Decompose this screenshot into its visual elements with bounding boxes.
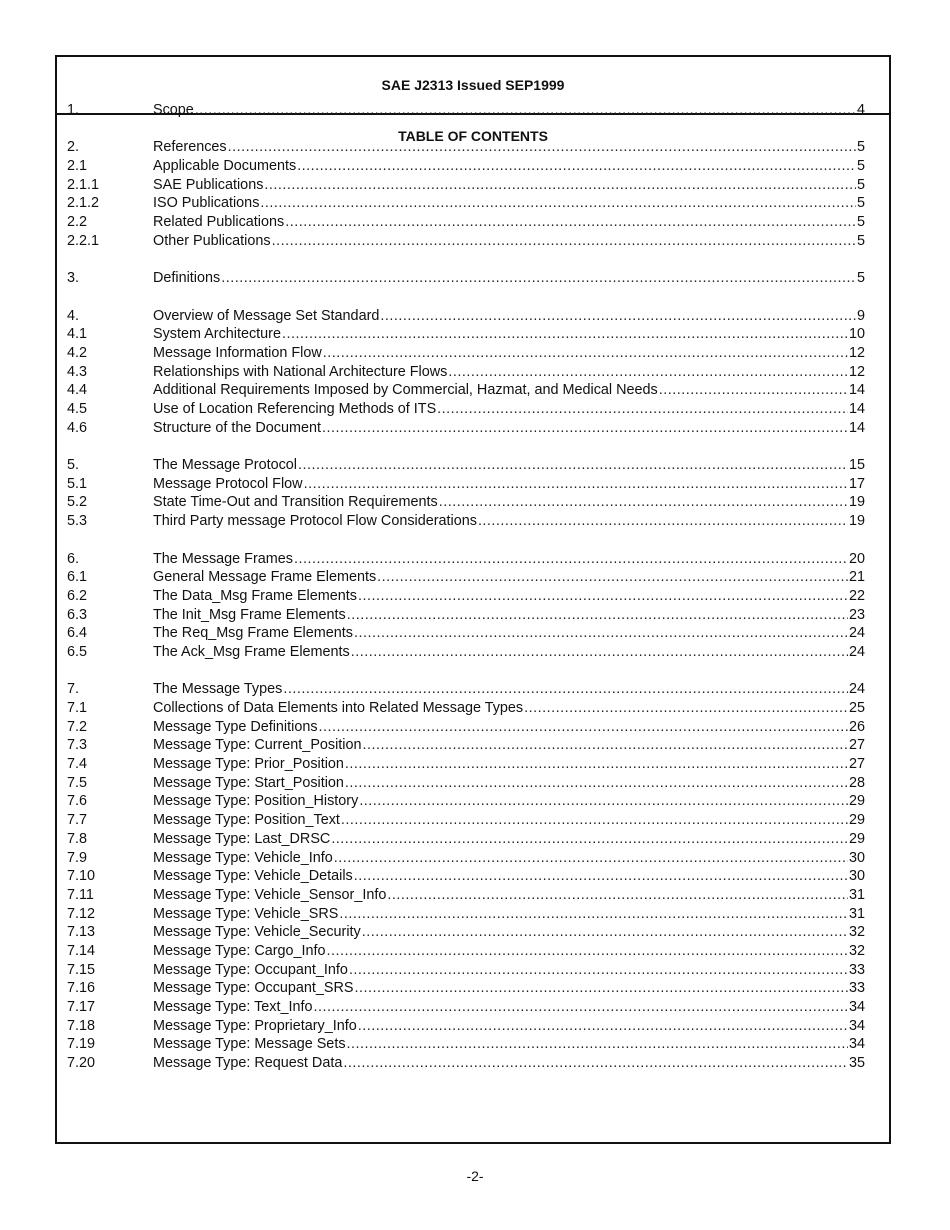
dot-leader (298, 456, 848, 475)
toc-entry[interactable] (67, 419, 865, 438)
toc-entry-title: Message Type: Current_Position (153, 737, 362, 754)
toc-entry-page: 31 (848, 886, 865, 903)
toc-entry[interactable] (67, 755, 865, 774)
dot-leader (351, 643, 848, 662)
toc-entry-number: 6.3 (67, 606, 88, 623)
toc-entry-page: 20 (848, 550, 865, 567)
toc-entry-title: The Init_Msg Frame Elements (153, 606, 346, 623)
dot-leader (387, 886, 848, 905)
toc-entry-number: 6. (67, 550, 80, 567)
toc-entry-title: Message Type: Request Data (153, 1055, 343, 1072)
toc-entry[interactable] (67, 942, 865, 961)
toc-entry-page: 31 (848, 905, 865, 922)
toc-entry-title: References (153, 139, 227, 156)
toc-entry-number: 2.1.2 (67, 195, 100, 212)
toc-entry-page: 27 (848, 756, 865, 773)
toc-entry-number: 2.2 (67, 214, 88, 231)
toc-entry-number: 6.1 (67, 569, 88, 586)
toc-entry-number: 7.4 (67, 756, 88, 773)
toc-entry-number: 6.5 (67, 643, 88, 660)
dot-leader (272, 232, 856, 251)
toc-entry-title: Message Type: Vehicle_Security (153, 924, 361, 941)
toc-entry-page: 21 (848, 569, 865, 586)
toc-entry-number: 4.4 (67, 382, 88, 399)
toc-entry-page: 32 (848, 924, 865, 941)
toc-entry-number: 7.12 (67, 905, 96, 922)
toc-entry-page: 24 (848, 643, 865, 660)
toc-section (67, 307, 865, 438)
toc-entry-title: Message Type: Start_Position (153, 774, 344, 791)
toc-entry-number: 7.9 (67, 849, 88, 866)
toc-entry[interactable] (67, 157, 865, 176)
toc-entry[interactable] (67, 905, 865, 924)
dot-leader (377, 568, 848, 587)
toc-entry[interactable] (67, 606, 865, 625)
toc-entry[interactable] (67, 512, 865, 531)
toc-entry[interactable] (67, 176, 865, 195)
dot-leader (285, 213, 856, 232)
toc-entry[interactable] (67, 101, 865, 120)
toc-entry-number: 7.6 (67, 793, 88, 810)
toc-entry-title: Message Type: Cargo_Info (153, 942, 326, 959)
toc-entry-number: 4.1 (67, 326, 88, 343)
toc-entry[interactable] (67, 1017, 865, 1036)
toc-entry-number: 7.11 (67, 886, 94, 903)
toc-entry-page: 17 (848, 475, 865, 492)
dot-leader (221, 269, 856, 288)
toc-entry-title: Message Protocol Flow (153, 475, 303, 492)
toc-entry-title: The Message Frames (153, 550, 293, 567)
dot-leader (659, 381, 848, 400)
toc-entry[interactable] (67, 269, 865, 288)
dot-leader (362, 923, 848, 942)
toc-entry-page: 14 (848, 401, 865, 417)
toc-entry-number: 7.5 (67, 774, 88, 791)
toc-entry-number: 2.1 (67, 158, 88, 175)
toc-entry-title: SAE Publications (153, 176, 264, 193)
dot-leader (297, 157, 856, 176)
toc-entry-number: 1. (67, 102, 80, 118)
toc-entry-page: 5 (856, 158, 865, 175)
toc-entry-number: 7.2 (67, 718, 88, 735)
toc-entry-title: Message Type: Occupant_SRS (153, 980, 354, 997)
dot-leader (323, 344, 848, 363)
toc-entry-title: Message Type: Occupant_Info (153, 961, 348, 978)
toc-entry[interactable] (67, 456, 865, 475)
toc-entry-page: 25 (848, 700, 865, 716)
toc-entry[interactable] (67, 680, 865, 699)
dot-leader (354, 867, 848, 886)
toc-entry-title: Message Information Flow (153, 344, 322, 361)
toc-entry-title: Message Type: Vehicle_SRS (153, 905, 339, 922)
dot-leader (327, 942, 848, 961)
toc-entry-title: General Message Frame Elements (153, 569, 377, 586)
dot-leader (331, 830, 848, 849)
dot-leader (439, 493, 848, 512)
toc-entry-page: 30 (848, 868, 865, 885)
toc-entry-number: 5.3 (67, 513, 88, 530)
dot-leader (282, 325, 848, 344)
toc-entry[interactable] (67, 194, 865, 213)
toc-entry-page: 5 (856, 176, 865, 193)
toc-entry-title: The Ack_Msg Frame Elements (153, 643, 350, 660)
toc-entry-number: 7.20 (67, 1055, 96, 1072)
toc-entry-title: Applicable Documents (153, 158, 297, 175)
toc-entry-title: The Data_Msg Frame Elements (153, 587, 357, 604)
toc-entry-number: 4.3 (67, 363, 88, 380)
toc-entry[interactable] (67, 213, 865, 232)
toc-entry-page: 24 (848, 681, 865, 698)
toc-entry-number: 6.4 (67, 625, 88, 642)
dot-leader (437, 400, 848, 419)
dot-leader (345, 774, 848, 793)
toc-entry[interactable] (67, 232, 865, 251)
toc-entry[interactable] (67, 979, 865, 998)
toc-entry-title: Relationships with National Architecture Flows (153, 363, 448, 380)
dot-leader (260, 194, 856, 213)
toc-entry[interactable] (67, 363, 865, 382)
toc-entry[interactable] (67, 830, 865, 849)
dot-leader (363, 736, 848, 755)
toc-entry-title: Use of Location Referencing Methods of ITS (153, 401, 437, 417)
toc-entry-page: 29 (848, 830, 865, 847)
toc-entry[interactable] (67, 718, 865, 737)
toc-entry-page: 32 (848, 942, 865, 959)
toc-entry-title: Message Type: Proprietary_Info (153, 1017, 357, 1034)
toc-section (67, 456, 865, 531)
dot-leader (478, 512, 848, 531)
toc-entry-number: 2.2.1 (67, 232, 100, 249)
toc-entry[interactable] (67, 475, 865, 494)
dot-leader (322, 419, 848, 438)
toc-entry[interactable] (67, 736, 865, 755)
toc-entry-page: 15 (848, 457, 865, 474)
toc-entry-number: 6.2 (67, 587, 88, 604)
toc-entry-number: 7.13 (67, 924, 96, 941)
toc-entry-page: 19 (848, 513, 865, 530)
dot-leader (355, 979, 848, 998)
toc-entry-page: 14 (848, 419, 865, 436)
toc-entry-page: 30 (848, 849, 865, 866)
toc-entry-page: 35 (848, 1055, 865, 1072)
toc-entry[interactable] (67, 568, 865, 587)
toc-entry[interactable] (67, 587, 865, 606)
dot-leader (380, 307, 856, 326)
toc-entry-page: 34 (848, 1036, 865, 1053)
toc-entry-number: 2.1.1 (67, 176, 100, 193)
table-of-contents (67, 101, 865, 1091)
toc-entry[interactable] (67, 1035, 865, 1054)
toc-section (67, 550, 865, 662)
toc-entry-page: 29 (848, 812, 865, 829)
toc-entry-title: State Time-Out and Transition Requirements (153, 494, 438, 511)
toc-entry-number: 7.10 (67, 868, 96, 885)
toc-entry-number: 7.7 (67, 812, 88, 829)
dot-leader (354, 624, 848, 643)
toc-entry[interactable] (67, 923, 865, 942)
dot-leader (345, 755, 848, 774)
toc-entry-title: Third Party message Protocol Flow Considerations (153, 513, 477, 530)
toc-entry[interactable] (67, 493, 865, 512)
toc-entry[interactable] (67, 307, 865, 326)
toc-entry-number: 5. (67, 457, 80, 474)
toc-entry[interactable] (67, 400, 865, 419)
toc-entry[interactable] (67, 792, 865, 811)
toc-entry[interactable] (67, 325, 865, 344)
toc-entry-title: Related Publications (153, 214, 285, 231)
toc-entry-page: 4 (856, 102, 865, 118)
toc-entry-page: 26 (848, 718, 865, 735)
toc-entry[interactable] (67, 344, 865, 363)
toc-entry-title: Structure of the Document (153, 419, 321, 436)
dot-leader (448, 363, 848, 382)
toc-entry-page: 28 (848, 774, 865, 791)
toc-entry-number: 7.8 (67, 830, 88, 847)
toc-entry-number: 7.14 (67, 942, 96, 959)
dot-leader (358, 587, 848, 606)
toc-entry-page: 27 (848, 737, 865, 754)
toc-entry-number: 7.3 (67, 737, 88, 754)
toc-entry-title: Message Type: Last_DRSC (153, 830, 331, 847)
dot-leader (343, 1054, 848, 1073)
dot-leader (347, 1035, 848, 1054)
toc-entry-number: 4.5 (67, 401, 88, 417)
toc-entry[interactable] (67, 811, 865, 830)
toc-entry-page: 24 (848, 625, 865, 642)
page-number: -2- (466, 1168, 484, 1184)
toc-entry[interactable] (67, 886, 865, 905)
toc-entry-page: 34 (848, 999, 865, 1015)
dot-leader (349, 961, 848, 980)
toc-entry[interactable] (67, 961, 865, 980)
toc-entry[interactable] (67, 1054, 865, 1073)
toc-entry-page: 12 (848, 344, 865, 361)
toc-entry[interactable] (67, 550, 865, 569)
dot-leader (524, 699, 848, 718)
toc-entry-number: 2. (67, 139, 80, 156)
dot-leader (347, 606, 848, 625)
toc-entry-number: 7. (67, 681, 80, 698)
toc-entry-title: Message Type: Vehicle_Details (153, 868, 353, 885)
toc-entry-page: 9 (856, 307, 865, 324)
toc-entry-number: 3. (67, 270, 80, 287)
dot-leader (264, 176, 856, 195)
toc-entry-page: 14 (848, 382, 865, 399)
toc-entry-title: Message Type: Message Sets (153, 1036, 346, 1053)
dot-leader (313, 998, 848, 1017)
toc-entry-number: 7.15 (67, 961, 96, 978)
toc-entry-title: Other Publications (153, 232, 271, 249)
toc-entry-title: ISO Publications (153, 195, 260, 212)
toc-entry[interactable] (67, 699, 865, 718)
toc-entry[interactable] (67, 138, 865, 157)
toc-entry-page: 5 (856, 195, 865, 212)
toc-entry-number: 7.19 (67, 1036, 96, 1053)
toc-entry-number: 7.16 (67, 980, 96, 997)
toc-section (67, 138, 865, 250)
document-header: SAE J2313 Issued SEP1999 (57, 57, 889, 115)
toc-entry-page: 12 (848, 363, 865, 380)
toc-entry[interactable] (67, 867, 865, 886)
toc-entry[interactable] (67, 624, 865, 643)
dot-leader (341, 811, 848, 830)
toc-entry-number: 4.6 (67, 419, 88, 436)
toc-entry-page: 34 (848, 1017, 865, 1034)
toc-entry-page: 33 (848, 980, 865, 997)
toc-entry[interactable] (67, 381, 865, 400)
toc-entry-number: 4. (67, 307, 80, 324)
toc-entry-title: Overview of Message Set Standard (153, 307, 380, 324)
toc-entry-page: 29 (848, 793, 865, 810)
toc-title: TABLE OF CONTENTS (398, 128, 548, 144)
toc-entry-title: Message Type: Text_Info (153, 999, 313, 1015)
toc-entry-page: 22 (848, 587, 865, 604)
toc-section (67, 101, 865, 120)
toc-entry-title: Message Type: Vehicle_Sensor_Info (153, 886, 387, 903)
toc-entry-page: 23 (848, 606, 865, 623)
dot-leader (294, 550, 848, 569)
toc-entry-title: The Req_Msg Frame Elements (153, 625, 353, 642)
toc-entry-page: 10 (848, 326, 865, 343)
toc-entry-page: 5 (856, 270, 865, 287)
toc-entry-number: 5.1 (67, 475, 88, 492)
dot-leader (359, 792, 848, 811)
toc-entry-page: 5 (856, 214, 865, 231)
toc-section (67, 680, 865, 1072)
dot-leader (304, 475, 848, 494)
toc-entry-number: 7.18 (67, 1017, 96, 1034)
toc-entry-title: Collections of Data Elements into Related Message Types (153, 700, 524, 716)
toc-entry-title: System Architecture (153, 326, 281, 343)
dot-leader (334, 849, 848, 868)
dot-leader (283, 680, 848, 699)
toc-entry-title: Definitions (153, 270, 221, 287)
toc-entry-title: The Message Types (153, 681, 283, 698)
dot-leader (195, 101, 856, 120)
toc-entry-number: 5.2 (67, 494, 88, 511)
dot-leader (358, 1017, 848, 1036)
toc-entry-title: The Message Protocol (153, 457, 297, 474)
toc-entry-page: 33 (848, 961, 865, 978)
toc-entry[interactable] (67, 849, 865, 868)
dot-leader (319, 718, 848, 737)
toc-entry-number: 7.1 (67, 700, 88, 716)
toc-entry-number: 7.17 (67, 999, 96, 1015)
toc-entry-number: 4.2 (67, 344, 88, 361)
toc-entry-title: Message Type: Vehicle_Info (153, 849, 333, 866)
toc-entry-title: Message Type Definitions (153, 718, 318, 735)
toc-entry-title: Message Type: Position_History (153, 793, 359, 810)
toc-entry-page: 5 (856, 232, 865, 249)
toc-entry[interactable] (67, 774, 865, 793)
toc-entry-page: 5 (856, 139, 865, 156)
toc-entry[interactable] (67, 643, 865, 662)
toc-entry-title: Additional Requirements Imposed by Commercial, Hazmat, and Medical Needs (153, 382, 658, 399)
toc-entry-page: 19 (848, 494, 865, 511)
toc-section (67, 269, 865, 288)
dot-leader (339, 905, 848, 924)
toc-entry-title: Scope (153, 102, 194, 118)
toc-entry-title: Message Type: Prior_Position (153, 756, 344, 773)
toc-entry[interactable] (67, 998, 865, 1017)
dot-leader (228, 138, 856, 157)
toc-entry-title: Message Type: Position_Text (153, 812, 340, 829)
